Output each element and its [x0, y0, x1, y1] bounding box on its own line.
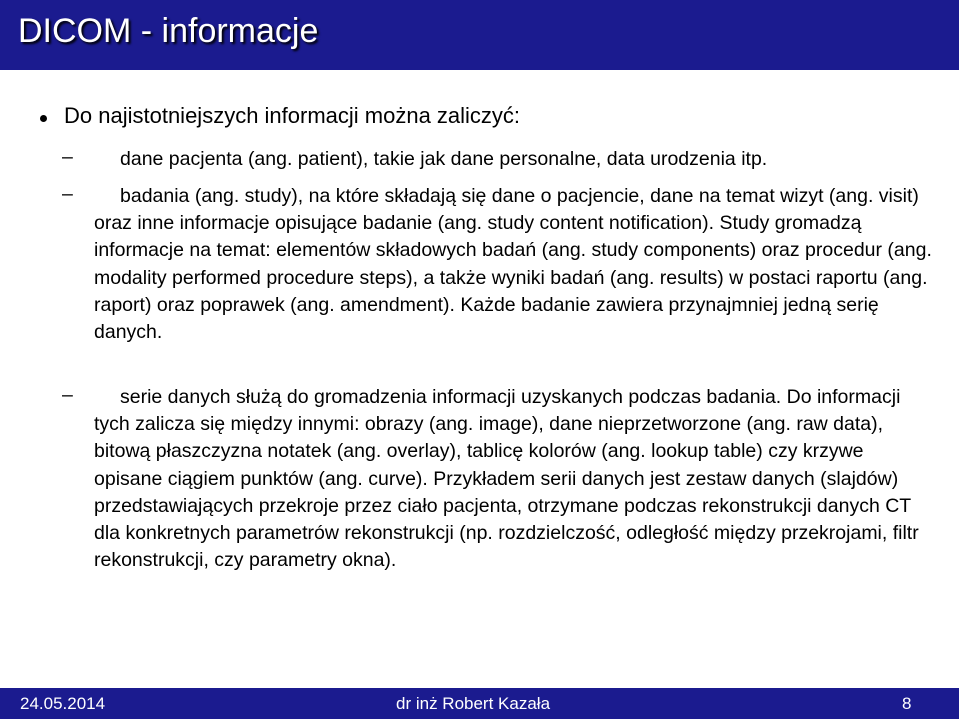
- list-item-text: dane pacjenta (ang. patient), takie jak dane personalne, data urodzenia itp.: [120, 148, 768, 170]
- list-item-text: badania (ang. study), na które składają się dane o pacjencie, dane na temat wizyt (ang. visit) oraz inne informacje opisujące badanie (ang. study content notification). Study gromadzą informacje na temat: elementów składowych badań (ang. study components) oraz procedur (ang. modality performed procedure steps), a także wyniki badań (ang. results) w postaci raportu (ang. raport) oraz poprawek (ang. amendment). Każde badanie zawiera przynajmniej jedną serię danych.: [94, 185, 932, 344]
- dash-marker-1: –: [62, 146, 73, 168]
- list-item-series: [94, 384, 934, 574]
- dash-marker-3: –: [62, 384, 73, 406]
- footer-page-number: 8: [902, 694, 912, 713]
- dash-marker-2: –: [62, 183, 73, 205]
- list-item-text: serie danych służą do gromadzenia informacji uzyskanych podczas badania. Do informacji tych zalicza się między innymi: obrazy (ang. image), dane nieprzetworzone (ang. raw data), bitową płaszczyzna notatek (ang. overlay), tablicę kolorów (ang. lookup table) czy krzywe opisane ciągiem punktów (ang. curve). Przykładem serii danych jest zestaw danych (slajdów) przedstawiających przekroje przez ciało pacjenta, otrzymane podczas rekonstrukcji danych CT dla konkretnych parametrów rekonstrukcji (np. rozdzielczość, odległość między przekrojami, filtr rekonstrukcji, czy parametry okna).: [94, 386, 919, 572]
- main-bullet-text: Do najistotniejszych informacji można zaliczyć:: [64, 103, 521, 128]
- list-item-patient: [94, 146, 934, 173]
- slide-title: DICOM - informacje: [18, 12, 319, 50]
- footer-author: dr inż Robert Kazała: [396, 694, 551, 713]
- list-item-study: [94, 183, 934, 346]
- bullet-dot-icon: [40, 115, 47, 122]
- footer-date: 24.05.2014: [20, 694, 106, 713]
